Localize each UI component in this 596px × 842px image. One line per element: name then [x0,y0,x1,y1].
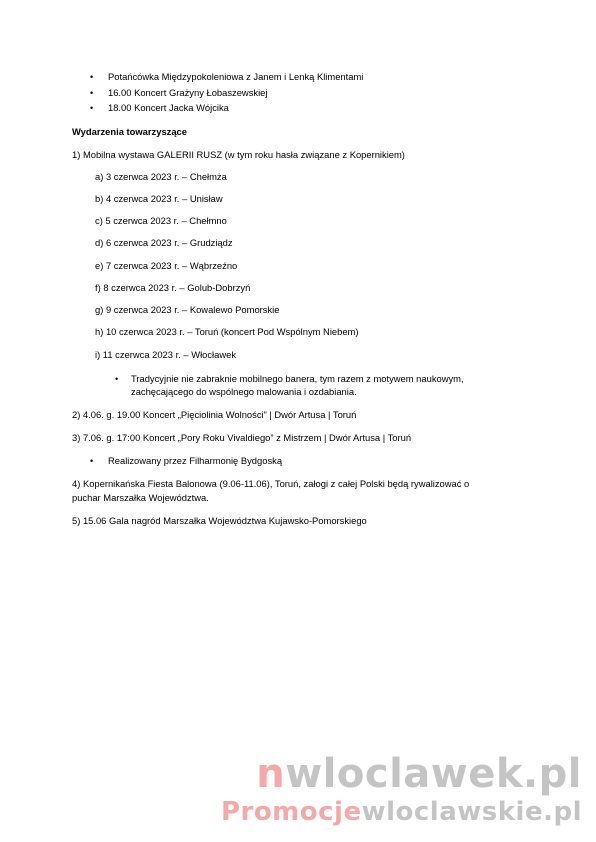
watermark-line-2: Promocjewloclawskie.pl [220,797,582,827]
sub-list-item: d) 6 czerwca 2023 r. – Grudziądz [95,237,233,248]
bullet-icon: • [90,88,94,98]
bullet-icon: • [90,103,94,113]
list-item: 18.00 Koncert Jacka Wójcika [108,102,229,113]
sub-list-item: c) 5 czerwca 2023 r. – Chełmno [95,215,227,226]
sub-list-item: e) 7 czerwca 2023 r. – Wąbrzeźno [95,260,238,271]
list-item: 16.00 Koncert Grażyny Łobaszewskiej [108,87,268,98]
list-item: 1) Mobilna wystawa GALERII RUSZ (w tym roku hasła związane z Kopernikiem) [72,149,405,160]
bullet-icon: • [115,374,119,384]
watermark-logo [221,752,582,828]
section-heading: Wydarzenia towarzyszące [72,126,187,137]
sub-list-item: i) 11 czerwca 2023 r. – Włocławek [95,349,237,360]
sub-list-item: g) 9 czerwca 2023 r. – Kowalewo Pomorskie [95,304,280,315]
sub-list-item: h) 10 czerwca 2023 r. – Toruń (koncert Pod Wspólnym Niebem) [95,326,359,337]
bullet-icon: • [90,72,94,82]
list-item: 5) 15.06 Gala nagród Marszałka Województwa Kujawsko-Pomorskiego [72,515,367,526]
note-text: zachęcającego do wspólnego malowania i ozdabiania. [131,386,357,397]
list-item: Potańcówka Międzypokoleniowa z Janem i Lenką Klimentami [108,71,364,82]
bullet-icon: • [90,456,94,466]
sub-list-item: f) 8 czerwca 2023 r. – Golub-Dobrzyń [95,282,251,293]
list-item: 3) 7.06. g. 17:00 Koncert „Pory Roku Vivaldiego” z Mistrzem | Dwór Artusa | Toruń [72,432,412,443]
sub-list-item: b) 4 czerwca 2023 r. – Unisław [95,193,223,204]
note-text: Tradycyjnie nie zabraknie mobilnego banera, tym razem z motywem naukowym, [131,373,464,384]
list-item: 4) Kopernikańska Fiesta Balonowa (9.06-11.06), Toruń, załogi z całej Polski będą rywalizować o [72,478,470,489]
sub-list-item: a) 3 czerwca 2023 r. – Chełmża [95,171,227,182]
list-item: puchar Marszałka Województwa. [72,492,209,503]
note-text: Realizowany przez Filharmonię Bydgoską [108,455,283,466]
list-item: 2) 4.06. g. 19.00 Koncert „Pięciolinia Wolności” | Dwór Artusa | Toruń [72,409,357,420]
watermark-line-1: nwloclawek.pl [256,751,582,797]
